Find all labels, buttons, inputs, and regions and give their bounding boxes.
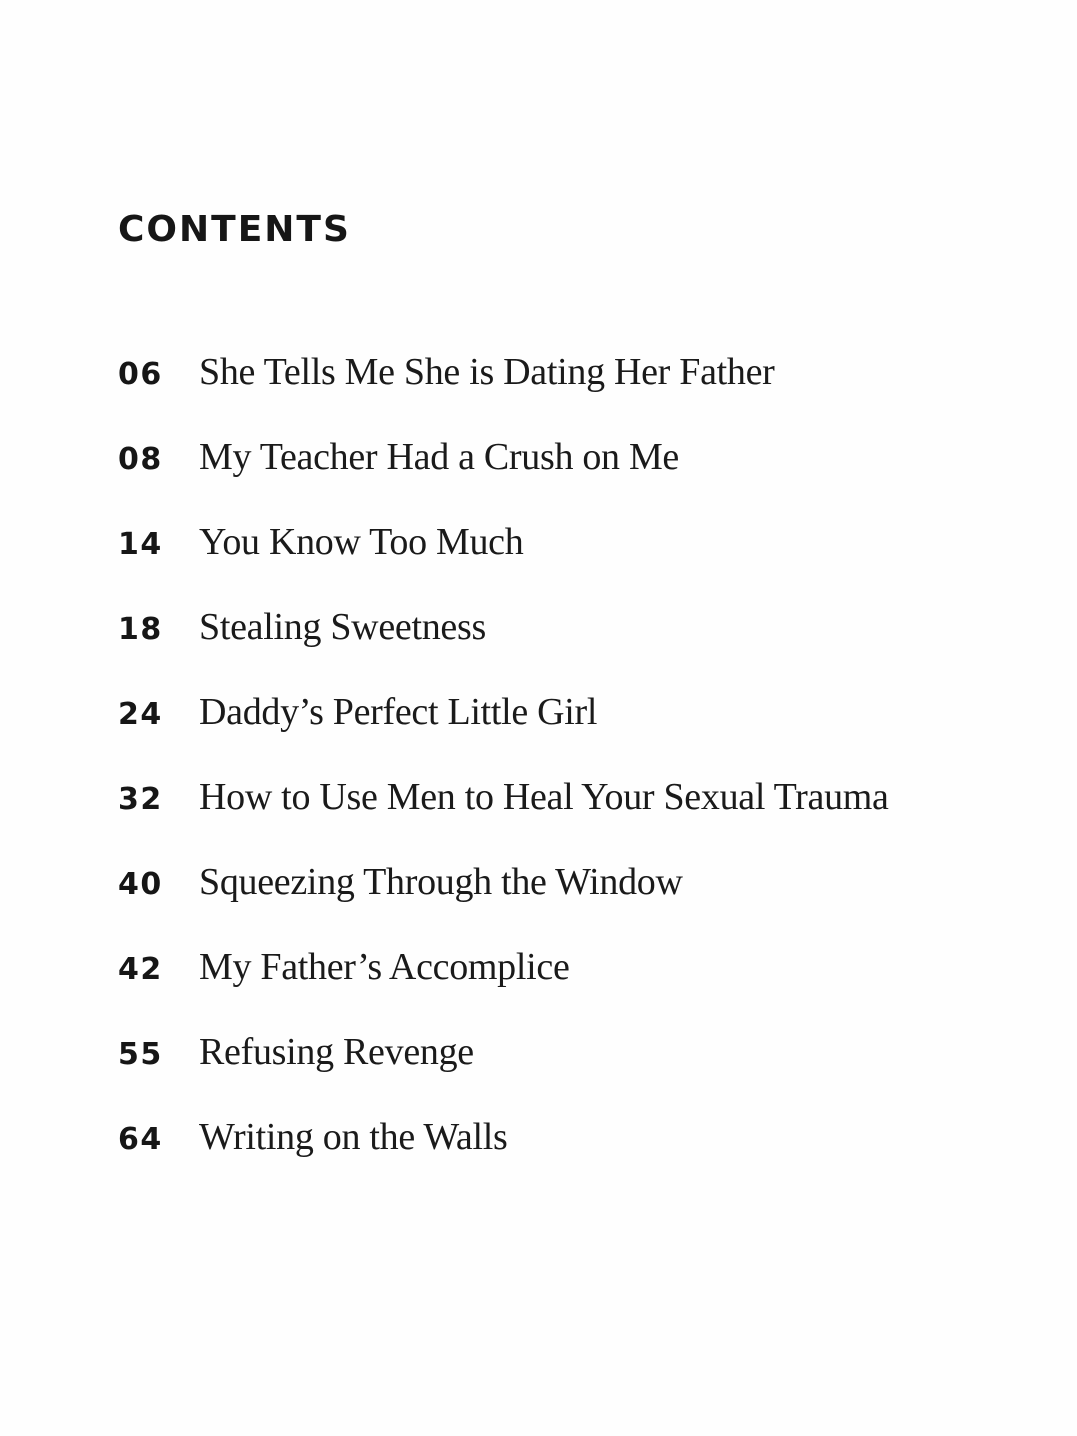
entry-title: How to Use Men to Heal Your Sexual Trauma	[199, 776, 889, 818]
entry-title: My Teacher Had a Crush on Me	[199, 436, 679, 478]
page-number: 14	[118, 527, 163, 562]
entry-title: Stealing Sweetness	[199, 606, 486, 648]
page-number: 32	[118, 782, 163, 817]
page-number: 55	[118, 1037, 163, 1072]
table-of-contents	[118, 350, 1018, 1200]
page-number: 18	[118, 612, 163, 647]
entry-title: My Father’s Accomplice	[199, 946, 570, 988]
entry-title: Daddy’s Perfect Little Girl	[199, 691, 598, 733]
page-number: 08	[118, 442, 163, 477]
entry-title: Writing on the Walls	[199, 1116, 508, 1158]
entry-title: Squeezing Through the Window	[199, 861, 683, 903]
toc-entry[interactable]	[118, 520, 1018, 605]
toc-entry[interactable]	[118, 1115, 1018, 1200]
toc-entry[interactable]	[118, 945, 1018, 1030]
toc-entry[interactable]	[118, 775, 1018, 860]
page-number: 24	[118, 697, 163, 732]
toc-entry[interactable]	[118, 860, 1018, 945]
toc-entry[interactable]	[118, 350, 1018, 435]
toc-entry[interactable]	[118, 1030, 1018, 1115]
entry-title: She Tells Me She is Dating Her Father	[199, 351, 775, 393]
contents-heading: CONTENTS	[118, 209, 351, 250]
toc-entry[interactable]	[118, 435, 1018, 520]
page-number: 06	[118, 357, 163, 392]
entry-title: You Know Too Much	[199, 521, 524, 563]
page-number: 64	[118, 1122, 163, 1157]
page-number: 42	[118, 952, 163, 987]
page-number: 40	[118, 867, 163, 902]
entry-title: Refusing Revenge	[199, 1031, 474, 1073]
toc-entry[interactable]	[118, 690, 1018, 775]
toc-entry[interactable]	[118, 605, 1018, 690]
